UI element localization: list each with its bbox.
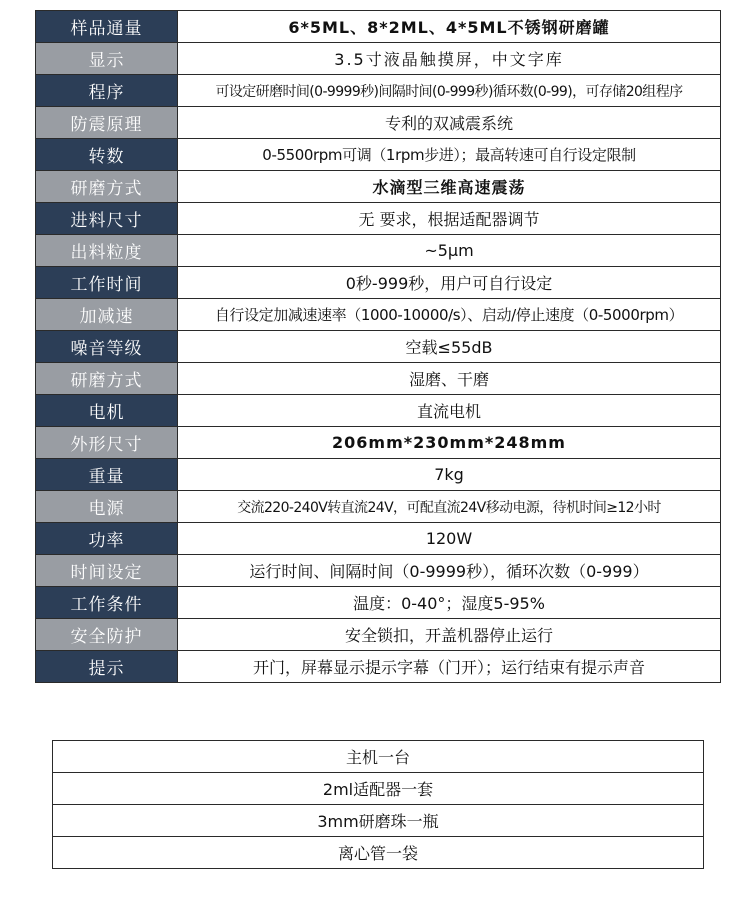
spec-row: [36, 235, 721, 267]
spec-label: 安全防护: [36, 619, 178, 651]
spec-label: 显示: [36, 43, 178, 75]
accessory-item: 3mm研磨珠一瓶: [53, 805, 704, 837]
spec-row: [36, 299, 721, 331]
spec-row: [36, 331, 721, 363]
spec-label: 电机: [36, 395, 178, 427]
spec-value: 3.5寸液晶触摸屏，中文字库: [178, 43, 721, 75]
accessory-row: [53, 773, 704, 805]
spec-label: 进料尺寸: [36, 203, 178, 235]
accessory-row: [53, 741, 704, 773]
spec-row: [36, 523, 721, 555]
spec-label: 外形尺寸: [36, 427, 178, 459]
spec-row: [36, 427, 721, 459]
spec-row: [36, 395, 721, 427]
spec-value: 运行时间、间隔时间（0-9999秒），循环次数（0-999）: [178, 555, 721, 587]
spec-row: [36, 267, 721, 299]
spec-value: 交流220-240V转直流24V，可配直流24V移动电源，待机时间≥12小时: [178, 491, 721, 523]
spec-value: 6*5ML、8*2ML、4*5ML不锈钢研磨罐: [178, 11, 721, 43]
spec-row: [36, 107, 721, 139]
spec-value: 空载≤55dB: [178, 331, 721, 363]
spec-label: 研磨方式: [36, 363, 178, 395]
spec-label: 功率: [36, 523, 178, 555]
spec-row: [36, 651, 721, 683]
spec-value: 安全锁扣，开盖机器停止运行: [178, 619, 721, 651]
spec-value: 温度：0-40°；湿度5-95%: [178, 587, 721, 619]
spec-label: 出料粒度: [36, 235, 178, 267]
spec-value: 专利的双减震系统: [178, 107, 721, 139]
spec-row: [36, 363, 721, 395]
spec-value: 120W: [178, 523, 721, 555]
spec-row: [36, 491, 721, 523]
spec-row: [36, 555, 721, 587]
spec-value: 直流电机: [178, 395, 721, 427]
spec-row: [36, 171, 721, 203]
spec-value: 开门，屏幕显示提示字幕（门开）；运行结束有提示声音: [178, 651, 721, 683]
spec-row: [36, 43, 721, 75]
spec-value: 无 要求，根据适配器调节: [178, 203, 721, 235]
spec-row: [36, 139, 721, 171]
spec-value: 自行设定加减速速率（1000-10000/s）、启动/停止速度（0-5000rpm）: [178, 299, 721, 331]
spec-label: 重量: [36, 459, 178, 491]
accessories-table: [52, 740, 704, 869]
spec-row: [36, 587, 721, 619]
spec-row: [36, 459, 721, 491]
spec-label: 样品通量: [36, 11, 178, 43]
spec-value: 0-5500rpm可调（1rpm步进）；最高转速可自行设定限制: [178, 139, 721, 171]
spec-value: 湿磨、干磨: [178, 363, 721, 395]
spec-row: [36, 619, 721, 651]
spec-label: 噪音等级: [36, 331, 178, 363]
spec-row: [36, 11, 721, 43]
spec-value: 7kg: [178, 459, 721, 491]
spec-label: 工作条件: [36, 587, 178, 619]
accessory-row: [53, 837, 704, 869]
spec-value: 水滴型三维高速震荡: [178, 171, 721, 203]
spec-label: 程序: [36, 75, 178, 107]
spec-label: 电源: [36, 491, 178, 523]
spec-value: 206mm*230mm*248mm: [178, 427, 721, 459]
spec-label: 转数: [36, 139, 178, 171]
spec-label: 时间设定: [36, 555, 178, 587]
spec-value: 0秒-999秒，用户可自行设定: [178, 267, 721, 299]
spec-table: [35, 10, 721, 683]
accessory-row: [53, 805, 704, 837]
spec-label: 加减速: [36, 299, 178, 331]
spec-label: 提示: [36, 651, 178, 683]
accessory-item: 2ml适配器一套: [53, 773, 704, 805]
accessory-item: 主机一台: [53, 741, 704, 773]
spec-label: 研磨方式: [36, 171, 178, 203]
spec-row: [36, 75, 721, 107]
spec-value: ~5μm: [178, 235, 721, 267]
spec-label: 工作时间: [36, 267, 178, 299]
spec-value: 可设定研磨时间(0-9999秒)间隔时间(0-999秒)循环数(0-99)，可存储20组程序: [178, 75, 721, 107]
spec-label: 防震原理: [36, 107, 178, 139]
accessory-item: 离心管一袋: [53, 837, 704, 869]
spec-row: [36, 203, 721, 235]
